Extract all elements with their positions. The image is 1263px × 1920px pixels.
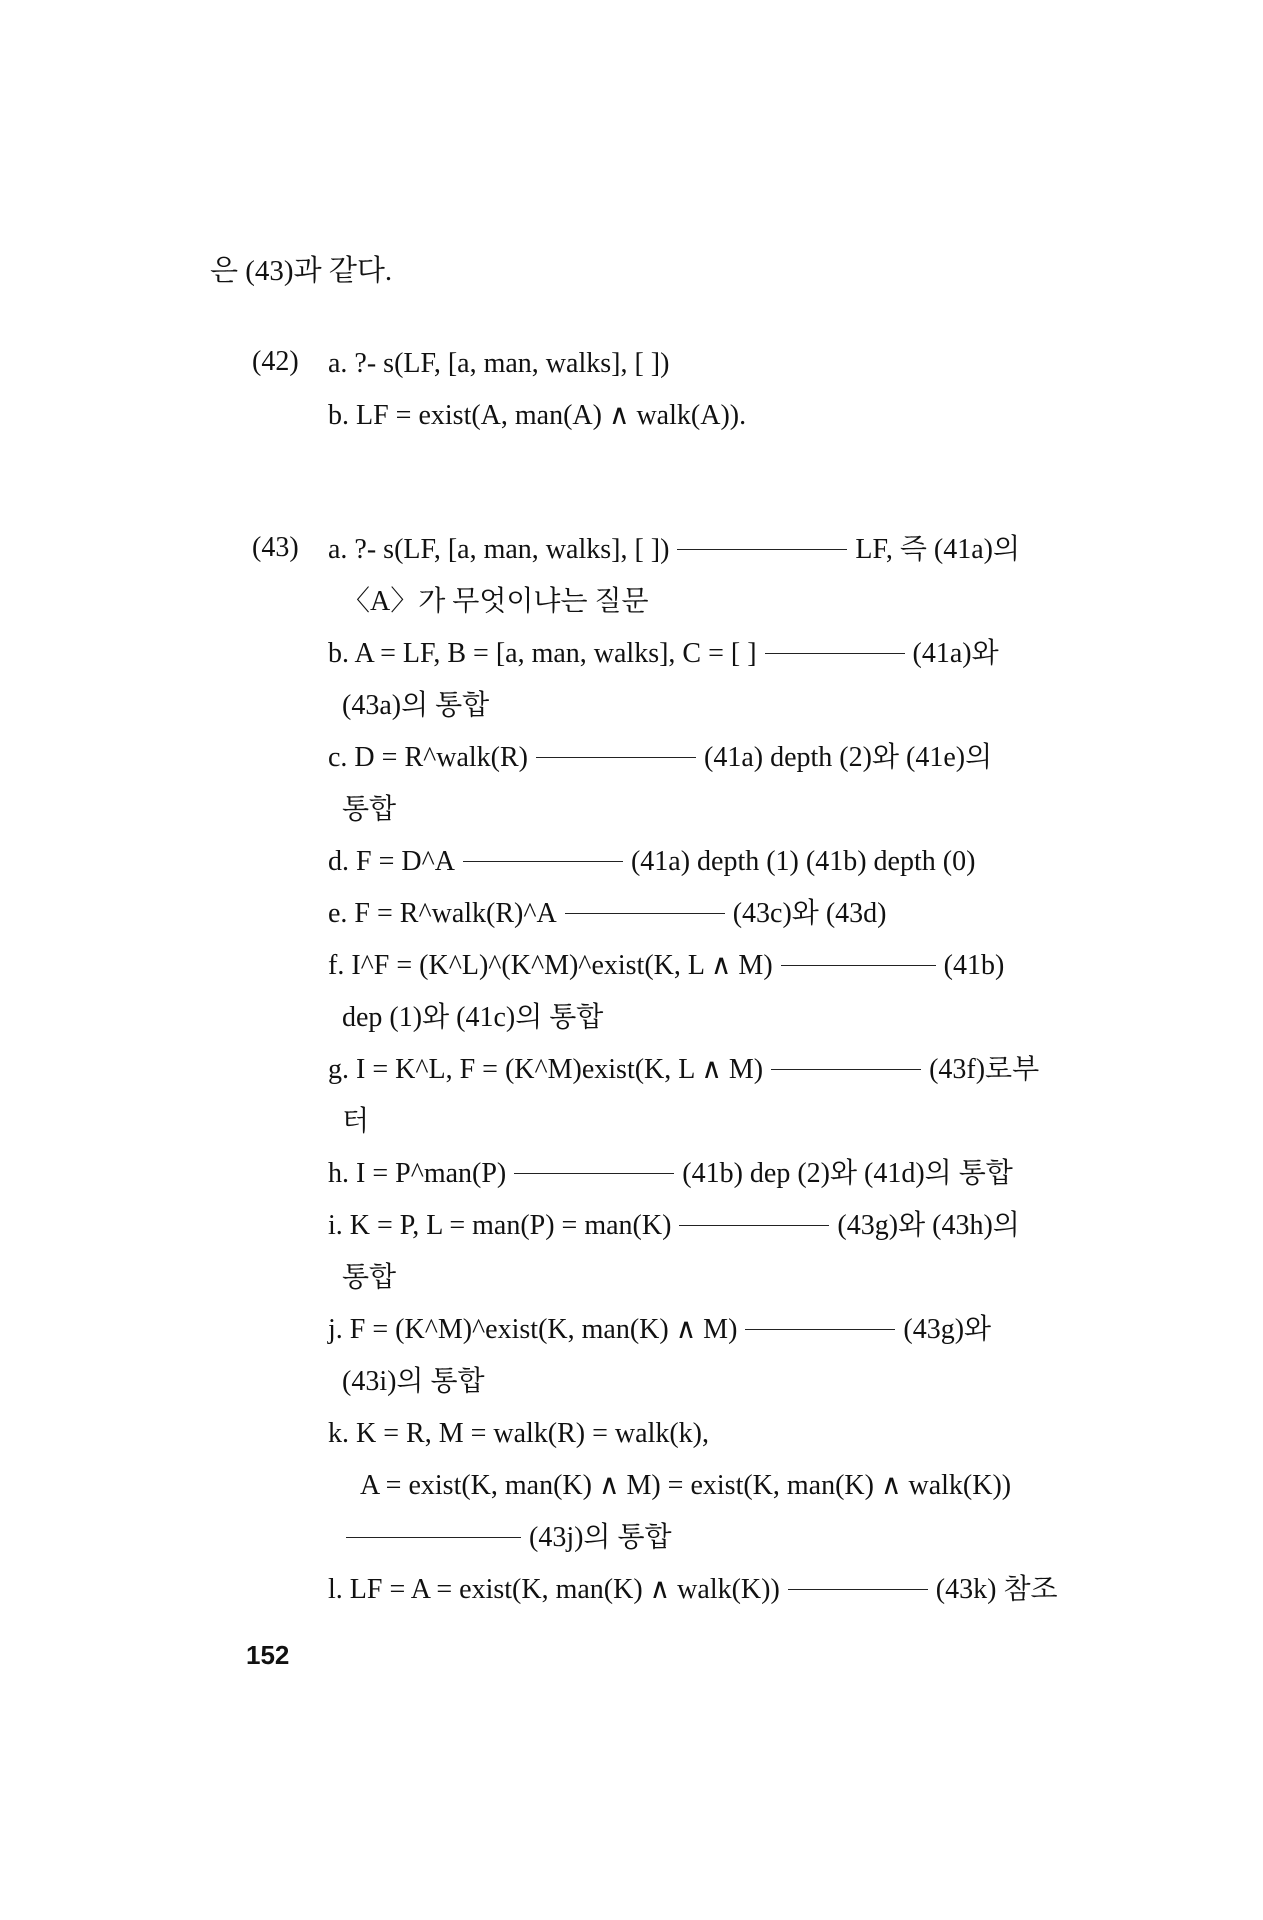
line-note: (43c)와 (43d): [732, 898, 887, 929]
example-43g-cont: 터: [342, 1106, 370, 1137]
line-text: i. K = P, L = man(P) = man(K): [328, 1210, 672, 1241]
example-43b: [328, 636, 999, 672]
line-text: h. I = P^man(P): [328, 1158, 507, 1189]
line-text: g. I = K^L, F = (K^M)exist(K, L ∧ M): [328, 1054, 764, 1085]
leader-rule: [679, 1225, 829, 1226]
example-43i: [328, 1208, 1020, 1244]
example-43l: [328, 1572, 1058, 1608]
leader-rule: [536, 757, 696, 758]
leader-rule: [745, 1329, 895, 1330]
line-note: LF, 즉 (41a)의: [855, 534, 1021, 565]
line-note: (41b): [943, 950, 1005, 981]
page-number: 152: [246, 1640, 290, 1670]
leader-rule: [765, 653, 905, 654]
line-text: f. I^F = (K^L)^(K^M)^exist(K, L ∧ M): [328, 950, 773, 981]
intro-text: 은 (43)과 같다.: [210, 255, 393, 287]
line-note: (43g)와: [903, 1314, 992, 1345]
example-43k: k. K = R, M = walk(R) = walk(k),: [328, 1418, 709, 1449]
example-43j-cont: (43i)의 통합: [342, 1366, 485, 1397]
example-43h: [328, 1156, 1013, 1192]
leader-rule: [771, 1069, 921, 1070]
example-42a: a. ?- s(LF, [a, man, walks], [ ]): [328, 348, 670, 379]
line-text: c. D = R^walk(R): [328, 742, 529, 773]
line-note: (43k) 참조: [935, 1574, 1058, 1605]
line-note: (43f)로부: [929, 1054, 1040, 1085]
leader-rule: [565, 913, 725, 914]
leader-rule: [514, 1173, 674, 1174]
line-note: (43j)의 통합: [529, 1522, 672, 1553]
example-43k-note: [346, 1520, 672, 1556]
example-42b: b. LF = exist(A, man(A) ∧ walk(A)).: [328, 400, 747, 431]
leader-rule: [463, 861, 623, 862]
example-43f-cont: dep (1)와 (41c)의 통합: [342, 1002, 604, 1033]
line-note: (43g)와 (43h)의: [837, 1210, 1020, 1241]
example-43c: [328, 740, 992, 776]
line-text: e. F = R^walk(R)^A: [328, 898, 557, 929]
leader-rule: [788, 1589, 928, 1590]
example-43i-cont: 통합: [342, 1262, 397, 1293]
example-43k-cont: A = exist(K, man(K) ∧ M) = exist(K, man(K) ∧ walk(K)): [360, 1470, 1012, 1501]
line-note: (41a) depth (1) (41b) depth (0): [630, 846, 976, 877]
line-note: (41b) dep (2)와 (41d)의 통합: [682, 1158, 1013, 1189]
leader-rule: [677, 549, 847, 550]
example-43j: [328, 1312, 991, 1348]
example-43b-cont: (43a)의 통합: [342, 690, 490, 721]
line-text: b. A = LF, B = [a, man, walks], C = [ ]: [328, 638, 757, 669]
line-text: j. F = (K^M)^exist(K, man(K) ∧ M): [328, 1314, 738, 1345]
example-42-number: (42): [252, 346, 299, 377]
line-text: a. ?- s(LF, [a, man, walks], [ ]): [328, 534, 670, 565]
leader-rule: [346, 1537, 521, 1538]
example-43e: [328, 896, 887, 932]
line-text: l. LF = A = exist(K, man(K) ∧ walk(K)): [328, 1574, 780, 1605]
example-43c-cont: 통합: [342, 794, 397, 825]
line-note: (41a) depth (2)와 (41e)의: [704, 742, 993, 773]
example-43-number: (43): [252, 532, 299, 563]
example-43f: [328, 948, 1004, 984]
example-43g: [328, 1052, 1039, 1088]
example-43a: [328, 532, 1020, 568]
leader-rule: [781, 965, 936, 966]
example-43d: [328, 844, 975, 880]
line-text: d. F = D^A: [328, 846, 455, 877]
line-note: (41a)와: [912, 638, 999, 669]
example-43a-cont: 〈A〉가 무엇이냐는 질문: [342, 586, 649, 617]
